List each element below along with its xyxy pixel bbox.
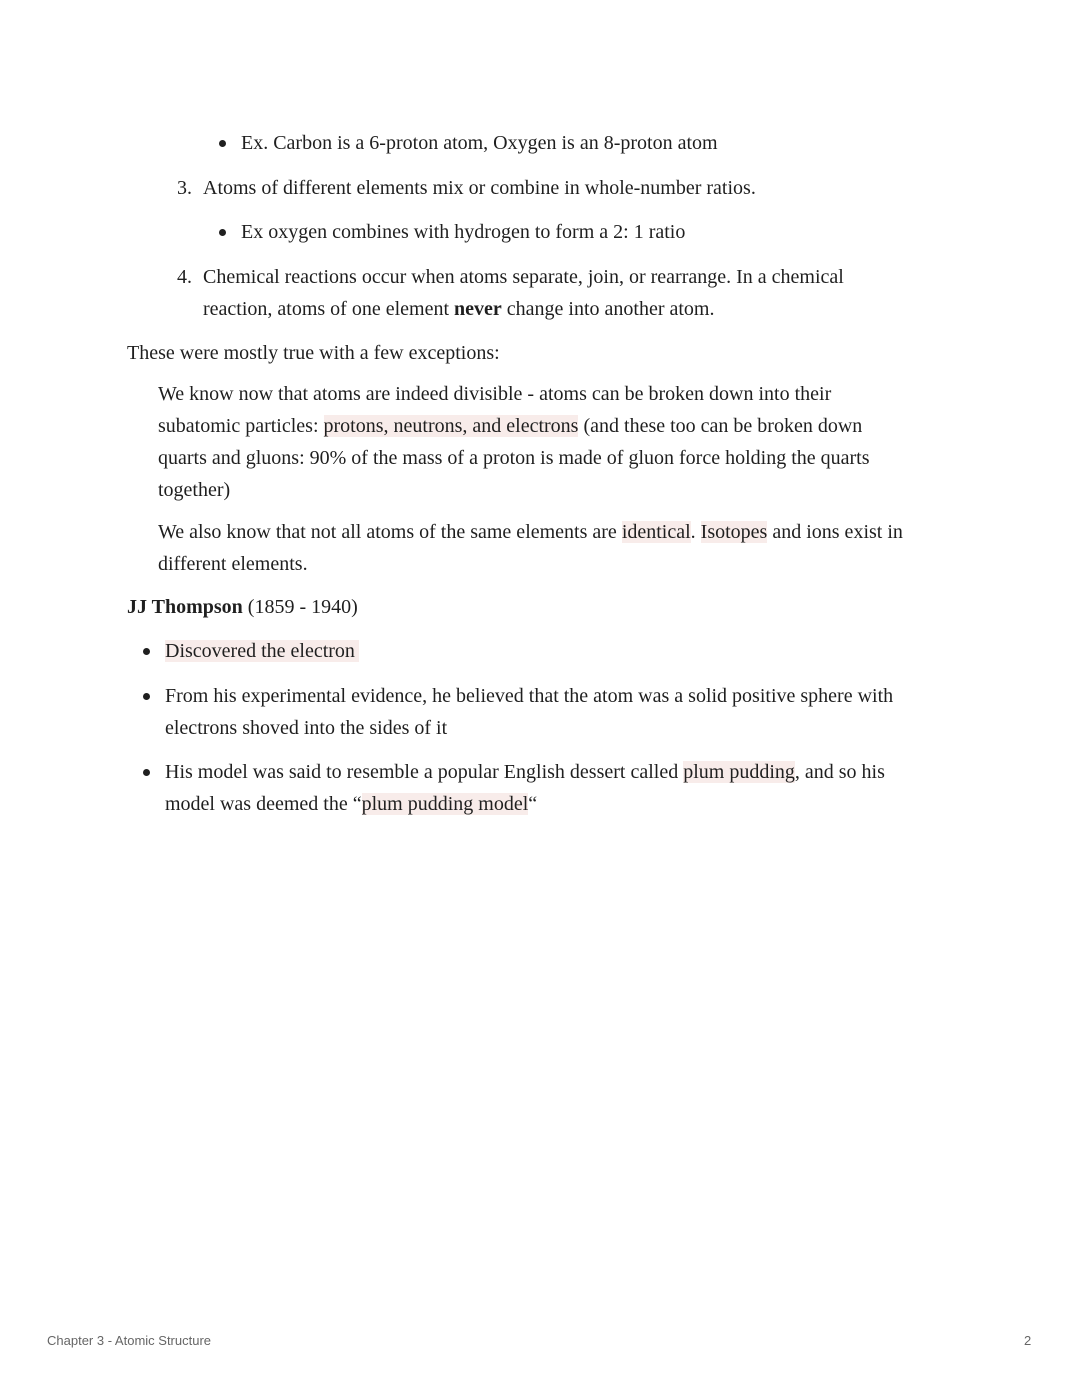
emphasis-text: never	[454, 298, 502, 320]
text-segment: (and these too can be broken down	[578, 415, 863, 437]
bullet-text	[165, 788, 537, 820]
text-segment: We also know that not all atoms of the same elements are	[158, 521, 622, 543]
highlighted-text: plum pudding	[683, 761, 795, 783]
paragraph-line	[158, 410, 862, 442]
text-segment: His model was said to resemble a popular English dessert called	[165, 761, 684, 783]
text-segment: change into another atom.	[501, 298, 715, 320]
paragraph-line: quarts and gluons: 90% of the mass of a proton is made of gluon force holding the quarts	[158, 447, 870, 469]
bullet-text	[165, 756, 885, 788]
text-segment: “	[528, 793, 538, 815]
list-item-text	[203, 293, 715, 325]
text-segment: subatomic particles:	[158, 415, 324, 437]
list-item-text: Chemical reactions occur when atoms separate, join, or rearrange. In a chemical	[203, 266, 844, 288]
paragraph-line	[158, 516, 903, 548]
text-segment: and ions exist in	[767, 521, 903, 543]
highlighted-text: plum pudding model	[361, 793, 529, 815]
list-number: 3.	[177, 177, 192, 199]
heading-years: (1859 - 1940)	[242, 596, 358, 618]
text-segment: model was deemed the “	[165, 793, 362, 815]
highlighted-text: Discovered the electron	[165, 640, 359, 662]
list-item-text: Atoms of different elements mix or combine in whole-number ratios.	[203, 177, 756, 199]
paragraph-line: different elements.	[158, 553, 308, 575]
bullet-icon	[143, 648, 150, 655]
heading-name: JJ Thompson	[127, 596, 243, 618]
bullet-icon	[143, 769, 150, 776]
footer-chapter-title: Chapter 3 - Atomic Structure	[47, 1333, 212, 1348]
bullet-text: electrons shoved into the sides of it	[165, 717, 448, 739]
text-segment: reaction, atoms of one element	[203, 298, 455, 320]
text-segment: .	[690, 521, 701, 543]
section-heading	[127, 591, 358, 623]
paragraph-line: We know now that atoms are indeed divisible - atoms can be broken down into their	[158, 383, 832, 405]
bullet-icon	[143, 693, 150, 700]
sub-bullet-text: Ex. Carbon is a 6-proton atom, Oxygen is an 8-proton atom	[241, 132, 718, 154]
paragraph-intro: These were mostly true with a few exceptions:	[127, 342, 500, 364]
paragraph-line: together)	[158, 479, 231, 501]
sub-bullet-text: Ex oxygen combines with hydrogen to form a 2: 1 ratio	[241, 221, 686, 243]
highlighted-text: Isotopes	[700, 521, 768, 543]
text-segment: , and so his	[794, 761, 885, 783]
bullet-icon	[219, 229, 226, 236]
footer-page-number: 2	[1024, 1333, 1032, 1348]
highlighted-text: protons, neutrons, and electrons	[323, 415, 579, 437]
bullet-text	[165, 635, 359, 667]
list-number: 4.	[177, 266, 192, 288]
highlighted-text: identical	[621, 521, 691, 543]
bullet-icon	[219, 140, 226, 147]
bullet-text: From his experimental evidence, he believed that the atom was a solid positive sphere with	[165, 685, 894, 707]
